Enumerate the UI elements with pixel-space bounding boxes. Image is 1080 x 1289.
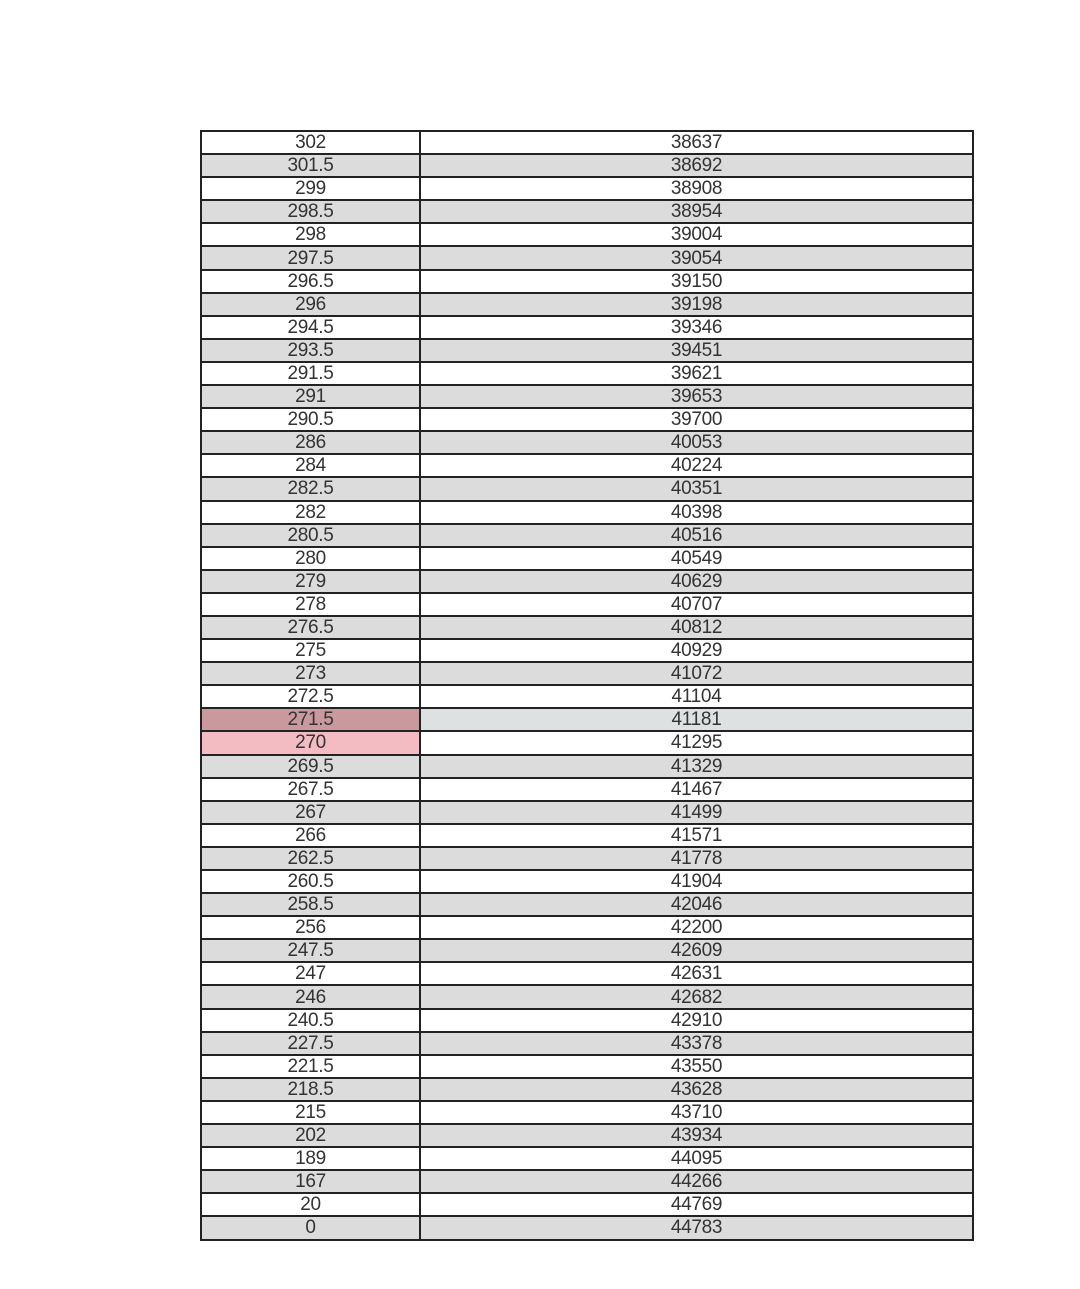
rank-cell: 40398 <box>420 501 973 524</box>
rank-cell: 42046 <box>420 893 973 916</box>
rank-cell: 39004 <box>420 223 973 246</box>
score-cell: 273 <box>201 662 420 685</box>
table-row <box>201 916 973 939</box>
score-cell: 271.5 <box>201 708 420 731</box>
table-row <box>201 177 973 200</box>
score-cell: 247.5 <box>201 939 420 962</box>
rank-cell: 44783 <box>420 1216 973 1239</box>
score-cell: 262.5 <box>201 847 420 870</box>
score-cell: 189 <box>201 1147 420 1170</box>
score-cell: 280.5 <box>201 524 420 547</box>
rank-cell: 39150 <box>420 270 973 293</box>
rank-cell: 43550 <box>420 1055 973 1078</box>
table-row <box>201 593 973 616</box>
rank-cell: 43378 <box>420 1032 973 1055</box>
rank-cell: 41904 <box>420 870 973 893</box>
table-row <box>201 685 973 708</box>
table-row <box>201 939 973 962</box>
rank-cell: 44095 <box>420 1147 973 1170</box>
rank-cell: 39346 <box>420 316 973 339</box>
table-row <box>201 1055 973 1078</box>
table-row <box>201 824 973 847</box>
rank-cell: 40929 <box>420 639 973 662</box>
rank-cell: 41329 <box>420 755 973 778</box>
rank-cell: 41295 <box>420 731 973 754</box>
rank-cell: 38908 <box>420 177 973 200</box>
table-row <box>201 362 973 385</box>
table-row <box>201 501 973 524</box>
rank-cell: 43628 <box>420 1078 973 1101</box>
rank-cell: 43934 <box>420 1124 973 1147</box>
rank-cell: 40549 <box>420 547 973 570</box>
table-row <box>201 293 973 316</box>
score-cell: 291.5 <box>201 362 420 385</box>
rank-cell: 40053 <box>420 431 973 454</box>
score-cell: 275 <box>201 639 420 662</box>
score-cell: 276.5 <box>201 616 420 639</box>
score-cell: 272.5 <box>201 685 420 708</box>
rank-cell: 42609 <box>420 939 973 962</box>
score-cell: 279 <box>201 570 420 593</box>
score-cell: 266 <box>201 824 420 847</box>
rank-cell: 40224 <box>420 454 973 477</box>
rank-cell: 41181 <box>420 708 973 731</box>
rank-cell: 40516 <box>420 524 973 547</box>
table-row <box>201 1147 973 1170</box>
score-cell: 282.5 <box>201 477 420 500</box>
table-row <box>201 731 973 754</box>
rank-cell: 38637 <box>420 131 973 154</box>
table-row <box>201 639 973 662</box>
table-row <box>201 154 973 177</box>
rank-cell: 42910 <box>420 1009 973 1032</box>
table-row <box>201 385 973 408</box>
table-row <box>201 847 973 870</box>
rank-cell: 40351 <box>420 477 973 500</box>
table-row <box>201 1009 973 1032</box>
score-cell: 240.5 <box>201 1009 420 1032</box>
rank-cell: 40812 <box>420 616 973 639</box>
rank-cell: 39621 <box>420 362 973 385</box>
score-cell: 267 <box>201 801 420 824</box>
table-row <box>201 870 973 893</box>
table-row <box>201 1193 973 1216</box>
score-cell: 280 <box>201 547 420 570</box>
score-cell: 294.5 <box>201 316 420 339</box>
score-cell: 218.5 <box>201 1078 420 1101</box>
table-row <box>201 708 973 731</box>
table-row <box>201 778 973 801</box>
table-row <box>201 200 973 223</box>
score-cell: 167 <box>201 1170 420 1193</box>
rank-cell: 40629 <box>420 570 973 593</box>
table-row <box>201 662 973 685</box>
rank-cell: 44769 <box>420 1193 973 1216</box>
rank-cell: 41778 <box>420 847 973 870</box>
score-rank-table <box>200 130 974 1241</box>
table-row <box>201 570 973 593</box>
score-cell: 260.5 <box>201 870 420 893</box>
table-row <box>201 1124 973 1147</box>
score-cell: 256 <box>201 916 420 939</box>
score-cell: 298.5 <box>201 200 420 223</box>
rank-cell: 38692 <box>420 154 973 177</box>
table-row <box>201 985 973 1008</box>
table-row <box>201 616 973 639</box>
score-cell: 221.5 <box>201 1055 420 1078</box>
rank-cell: 44266 <box>420 1170 973 1193</box>
rank-cell: 39653 <box>420 385 973 408</box>
table-row <box>201 270 973 293</box>
score-cell: 227.5 <box>201 1032 420 1055</box>
score-cell: 296 <box>201 293 420 316</box>
score-cell: 293.5 <box>201 339 420 362</box>
score-cell: 258.5 <box>201 893 420 916</box>
score-cell: 215 <box>201 1101 420 1124</box>
table-row <box>201 454 973 477</box>
table-row <box>201 477 973 500</box>
table-row <box>201 1032 973 1055</box>
score-cell: 267.5 <box>201 778 420 801</box>
score-cell: 246 <box>201 985 420 1008</box>
table-row <box>201 547 973 570</box>
rank-cell: 43710 <box>420 1101 973 1124</box>
table-row <box>201 1216 973 1239</box>
table-row <box>201 1170 973 1193</box>
table-row <box>201 246 973 269</box>
score-cell: 20 <box>201 1193 420 1216</box>
score-cell: 202 <box>201 1124 420 1147</box>
table-row <box>201 893 973 916</box>
score-cell: 301.5 <box>201 154 420 177</box>
score-cell: 0 <box>201 1216 420 1239</box>
table-row <box>201 131 973 154</box>
table-row <box>201 1078 973 1101</box>
rank-cell: 41499 <box>420 801 973 824</box>
score-cell: 269.5 <box>201 755 420 778</box>
table-row <box>201 755 973 778</box>
rank-cell: 42631 <box>420 962 973 985</box>
table-row <box>201 1101 973 1124</box>
table-row <box>201 524 973 547</box>
rank-cell: 41467 <box>420 778 973 801</box>
score-cell: 247 <box>201 962 420 985</box>
score-cell: 278 <box>201 593 420 616</box>
score-cell: 299 <box>201 177 420 200</box>
score-cell: 291 <box>201 385 420 408</box>
score-cell: 282 <box>201 501 420 524</box>
table-row <box>201 316 973 339</box>
table-row <box>201 408 973 431</box>
rank-cell: 42200 <box>420 916 973 939</box>
table-row <box>201 223 973 246</box>
rank-cell: 39700 <box>420 408 973 431</box>
rank-cell: 39198 <box>420 293 973 316</box>
rank-cell: 38954 <box>420 200 973 223</box>
rank-cell: 42682 <box>420 985 973 1008</box>
score-cell: 302 <box>201 131 420 154</box>
table-row <box>201 339 973 362</box>
rank-cell: 39451 <box>420 339 973 362</box>
score-cell: 270 <box>201 731 420 754</box>
rank-cell: 40707 <box>420 593 973 616</box>
rank-cell: 41072 <box>420 662 973 685</box>
score-cell: 296.5 <box>201 270 420 293</box>
rank-cell: 41104 <box>420 685 973 708</box>
score-cell: 286 <box>201 431 420 454</box>
rank-cell: 39054 <box>420 246 973 269</box>
score-cell: 297.5 <box>201 246 420 269</box>
score-cell: 284 <box>201 454 420 477</box>
table-row <box>201 431 973 454</box>
table-row <box>201 962 973 985</box>
table-row <box>201 801 973 824</box>
score-cell: 298 <box>201 223 420 246</box>
score-cell: 290.5 <box>201 408 420 431</box>
rank-cell: 41571 <box>420 824 973 847</box>
table-body <box>201 131 973 1240</box>
